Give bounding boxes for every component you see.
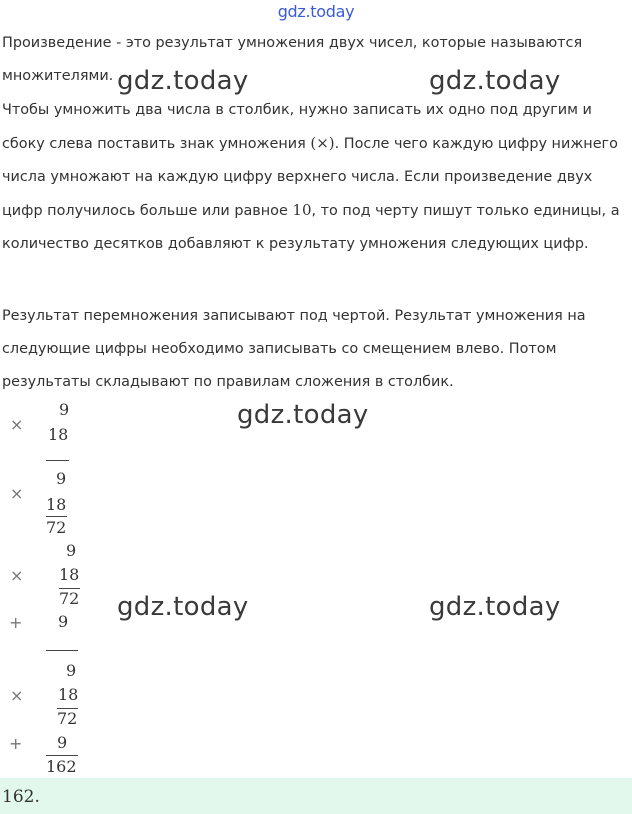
method-text-part2: . После чего каждую цифру нижнего числа умножают на каждую цифру верхнего числа. Если произведение двух цифр получилось больше или равное (2, 136, 618, 219)
watermark: gdz.today (237, 400, 369, 430)
times-operator: × (10, 686, 24, 705)
paragraph-result: Результат перемножения записывают под чертой. Результат умножения на следующие цифры необходимо записывать со смещением влево. Потом результаты складывают по правилам сложения в столбик. (2, 308, 586, 390)
plus-operator: + (9, 734, 23, 753)
partial-product: 72 (57, 709, 78, 728)
paragraph-method (2, 94, 630, 261)
partial-product: 72 (59, 589, 80, 608)
watermark: gdz.today (117, 66, 249, 96)
multiplicand: 9 (66, 541, 77, 560)
multiplier: 18 (59, 565, 80, 584)
multiplier: 18 (58, 685, 79, 704)
answer-box (0, 778, 632, 814)
times-operator: × (10, 566, 24, 585)
number-ten: 10 (292, 201, 312, 219)
column-rule (46, 650, 78, 651)
paragraph-definition: Произведение - это результат умножения двух чисел, которые называются множителями. (2, 35, 583, 84)
column-rule (46, 516, 67, 517)
site-logo[interactable]: gdz.today (277, 2, 355, 21)
partial-product: 72 (46, 518, 67, 537)
plus-operator: + (9, 613, 23, 632)
times-operator: × (10, 415, 24, 434)
method-text-part3: , то под черту пишут только единицы, а количество десятков добавляют к результату умножения следующих цифр. (2, 203, 620, 252)
partial-product-shifted: 9 (58, 612, 69, 631)
partial-product-shifted: 9 (57, 733, 68, 752)
watermark: gdz.today (429, 66, 561, 96)
answer-value: 162. (2, 787, 40, 807)
watermark: gdz.today (429, 592, 561, 622)
watermark: gdz.today (117, 592, 249, 622)
times-sign: (×) (310, 134, 335, 152)
times-operator: × (10, 484, 24, 503)
multiplier: 18 (46, 495, 67, 514)
multiplier: 18 (48, 425, 69, 444)
multiplicand: 9 (59, 400, 70, 419)
multiplicand: 9 (66, 661, 77, 680)
multiplicand: 9 (56, 469, 67, 488)
method-text-part1: Чтобы умножить два числа в столбик, нужно записать их одно под другим и сбоку слева поставить знак умножения (2, 102, 592, 152)
column-rule (46, 460, 69, 461)
column-rule (46, 755, 78, 756)
final-product: 162 (46, 757, 77, 776)
